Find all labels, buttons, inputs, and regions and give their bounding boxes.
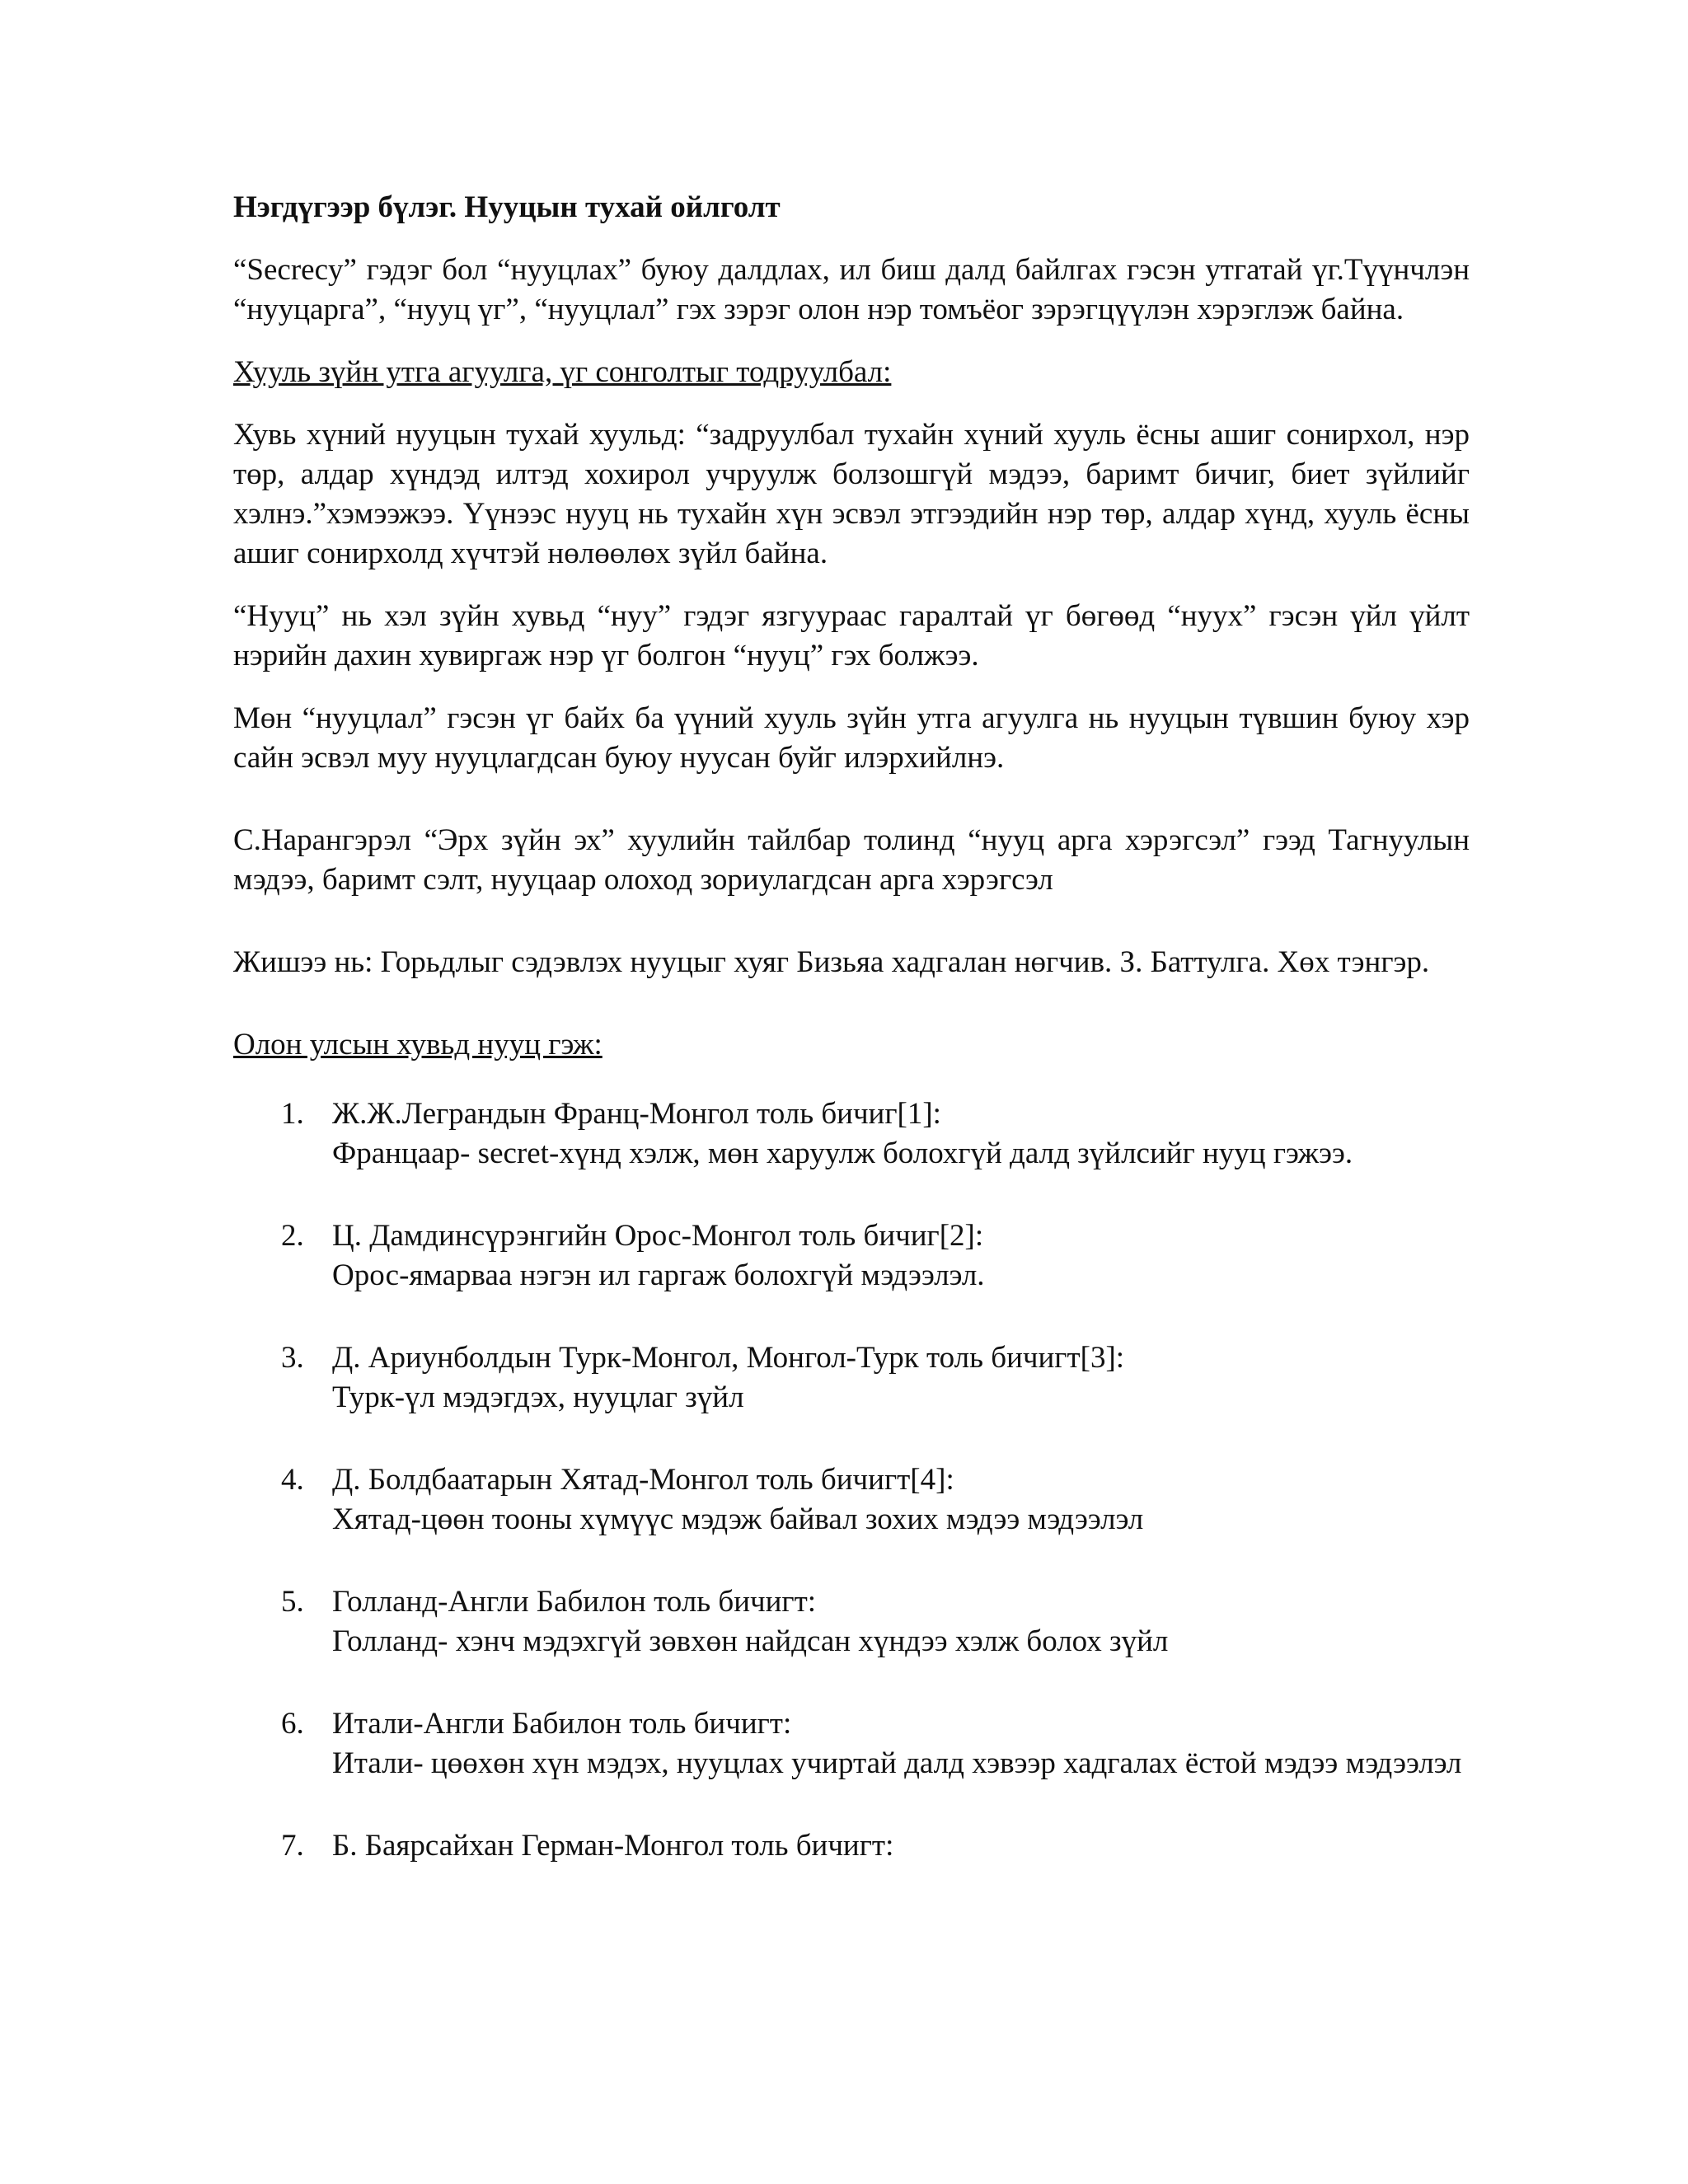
paragraph-secrecy-definition: “Secrecy” гэдэг бол “нууцлах” буюу далдлах, ил биш далд байлгах гэсэн утгатай үг.Түүнчлэн “нууцарга”, “нууц үг”, “нууцлал” гэх зэрэг олон нэр томъёог зэрэгцүүлэн хэрэглэж байна.	[233, 253, 1470, 326]
list-item-title: Б. Баярсайхан Герман-Монгол толь бичигт:	[332, 1829, 894, 1863]
list-item	[233, 1094, 1470, 1174]
list-item-number: 6.	[281, 1707, 304, 1741]
list-item	[233, 1826, 1470, 1866]
list-item	[233, 1338, 1470, 1418]
chapter-heading: Нэгдүгээр бүлэг. Нууцын тухай ойлголт	[233, 190, 781, 224]
list-item	[233, 1216, 1470, 1296]
list-item	[233, 1460, 1470, 1540]
list-item-text: Орос-ямарваа нэгэн ил гаргаж болохгүй мэдээлэл.	[332, 1258, 985, 1292]
list-item-number: 7.	[281, 1829, 304, 1863]
list-item-title: Ц. Дамдинсүрэнгийн Орос-Монгол толь бичиг[2]:	[332, 1219, 984, 1253]
list-item-text: Турк-үл мэдэгдэх, нууцлаг зүйл	[332, 1380, 744, 1414]
paragraph-narangerel: С.Нарангэрэл “Эрх зүйн эх” хуулийн тайлбар толинд “нууц арга хэрэгсэл” гээд Тагнуулын мэдээ, баримт сэлт, нууцаар олоход зориулагдсан арга хэрэгсэл	[233, 823, 1470, 897]
paragraph-nuutslal: Мөн “нууцлал” гэсэн үг байх ба үүний хууль зүйн утга агуулга нь нууцын түвшин буюу хэр сайн эсвэл муу нууцлагдсан буюу нуусан буйг илэрхийлнэ.	[233, 701, 1470, 775]
list-item-title: Д. Ариунболдын Турк-Монгол, Монгол-Турк толь бичигт[3]:	[332, 1341, 1125, 1375]
list-item	[233, 1582, 1470, 1661]
list-item-title: Д. Болдбаатарын Хятад-Монгол толь бичигт[4]:	[332, 1463, 954, 1497]
subheading-international: Олон улсын хувьд нууц гэж:	[233, 1028, 603, 1062]
list-item-text: Францаар- secret-хүнд хэлж, мөн харуулж болохгүй далд зүйлсийг нууц гэжээ.	[332, 1137, 1353, 1170]
list-item	[233, 1704, 1470, 1783]
list-item-number: 1.	[281, 1097, 304, 1131]
list-item-title: Ж.Ж.Леграндын Франц-Монгол толь бичиг[1]:	[332, 1097, 941, 1131]
dictionary-definition-list	[233, 1094, 1470, 1866]
paragraph-example: Жишээ нь: Горьдлыг сэдэвлэх нууцыг хуяг Бизьяа хадгалан нөгчив. З. Баттулга. Хөх тэнгэр.	[233, 945, 1430, 979]
list-item-title: Итали-Англи Бабилон толь бичигт:	[332, 1707, 792, 1741]
list-item-text: Итали- цөөхөн хүн мэдэх, нууцлах учиртай далд хэвээр хадгалах ёстой мэдээ мэдээлэл	[332, 1746, 1462, 1780]
list-item-number: 5.	[281, 1585, 304, 1619]
subheading-legal-meaning: Хууль зүйн утга агуулга, үг сонголтыг тодруулбал:	[233, 355, 892, 389]
list-item-text: Голланд- хэнч мэдэхгүй зөвхөн найдсан хүндээ хэлж болох зүйл	[332, 1624, 1169, 1658]
list-item-number: 4.	[281, 1463, 304, 1497]
list-item-title: Голланд-Англи Бабилон толь бичигт:	[332, 1585, 817, 1619]
paragraph-privacy-law: Хувь хүний нууцын тухай хуульд: “задруулбал тухайн хүний хууль ёсны ашиг сонирхол, нэр төр, алдар хүндэд илтэд хохирол учруулж болзошгүй мэдээ, баримт бичиг, биет зүйлийг хэлнэ.”хэмээжээ. Үүнээс нууц нь тухайн хүн эсвэл этгээдийн нэр төр, алдар хүнд, хууль ёсны ашиг сонирхолд хүчтэй нөлөөлөх зүйл байна.	[233, 418, 1470, 570]
paragraph-etymology: “Нууц” нь хэл зүйн хувьд “нуу” гэдэг язгуураас гаралтай үг бөгөөд “нуух” гэсэн үйл үйлт нэрийн дахин хувиргаж нэр үг болгон “нууц” гэх болжээ.	[233, 599, 1470, 673]
list-item-text: Хятад-цөөн тооны хүмүүс мэдэж байвал зохих мэдээ мэдээлэл	[332, 1502, 1144, 1536]
document-page	[233, 188, 1470, 1909]
list-item-number: 2.	[281, 1219, 304, 1253]
list-item-number: 3.	[281, 1341, 304, 1375]
